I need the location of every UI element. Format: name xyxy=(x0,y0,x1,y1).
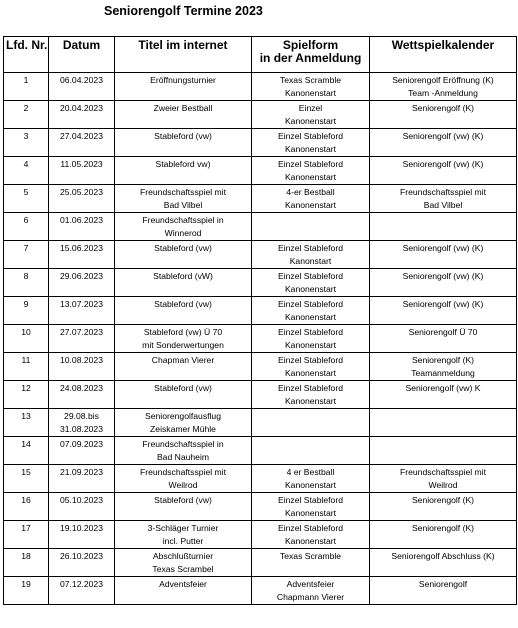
cell-wettspielkalender xyxy=(370,437,517,465)
cell-wettspielkalender xyxy=(370,549,517,577)
cell-titel xyxy=(115,521,252,549)
header-datum: Datum xyxy=(49,37,115,73)
cell-nr-line: 7 xyxy=(23,243,29,253)
cell-wettspielkalender xyxy=(370,129,517,157)
cell-titel-line: 3-Schläger Turnier xyxy=(147,523,219,533)
cell-nr xyxy=(4,465,49,493)
cell-titel-line: Eröffnungsturnier xyxy=(150,75,216,85)
cell-titel-line: Stableford (vw) xyxy=(154,495,212,505)
cell-datum-line: 15.06.2023 xyxy=(59,243,103,253)
cell-datum-line: 27.04.2023 xyxy=(59,131,103,141)
table-row xyxy=(4,241,517,269)
cell-nr-line: 2 xyxy=(23,103,29,113)
cell-titel-line: mit Sonderwertungen xyxy=(142,339,224,350)
cell-nr-line: 13 xyxy=(21,411,31,421)
cell-titel xyxy=(115,213,252,241)
cell-datum xyxy=(49,325,115,353)
cell-wettspielkalender xyxy=(370,213,517,241)
cell-datum-line: 07.09.2023 xyxy=(59,439,103,449)
cell-nr-line: 4 xyxy=(23,159,29,169)
cell-nr-line: 8 xyxy=(23,271,29,281)
table-row xyxy=(4,73,517,101)
cell-datum xyxy=(49,493,115,521)
cell-wettspielkalender xyxy=(370,577,517,605)
cell-nr-line: 17 xyxy=(21,523,31,533)
cell-nr xyxy=(4,157,49,185)
cell-titel-line: Bad Nauheim xyxy=(156,451,210,462)
cell-datum xyxy=(49,157,115,185)
cell-nr-line: 18 xyxy=(21,551,31,561)
cell-titel-line: Stableford (vw) Ü 70 xyxy=(143,327,223,337)
cell-titel xyxy=(115,73,252,101)
cell-titel-line: Seniorengolfausflug xyxy=(145,411,221,421)
cell-spielform-line: Kanonenstart xyxy=(284,199,337,210)
cell-titel xyxy=(115,297,252,325)
cell-spielform xyxy=(252,521,370,549)
cell-datum xyxy=(49,241,115,269)
cell-titel-line: Chapman Vierer xyxy=(151,355,215,365)
cell-wettspielkalender-line: Weilrod xyxy=(428,479,458,490)
cell-nr xyxy=(4,241,49,269)
cell-spielform-line: Einzel Stableford xyxy=(278,243,343,253)
cell-nr xyxy=(4,213,49,241)
cell-titel xyxy=(115,493,252,521)
cell-titel xyxy=(115,101,252,129)
cell-datum xyxy=(49,521,115,549)
cell-nr-line: 5 xyxy=(23,187,29,197)
table-row xyxy=(4,577,517,605)
cell-datum-line: 07.12.2023 xyxy=(59,579,103,589)
cell-spielform xyxy=(252,381,370,409)
cell-datum-line: 27.07.2023 xyxy=(59,327,103,337)
cell-wettspielkalender xyxy=(370,73,517,101)
cell-titel xyxy=(115,129,252,157)
cell-datum-line: 20.04.2023 xyxy=(59,103,103,113)
cell-nr xyxy=(4,129,49,157)
table-row xyxy=(4,493,517,521)
table-row xyxy=(4,213,517,241)
cell-nr xyxy=(4,325,49,353)
cell-nr xyxy=(4,381,49,409)
cell-spielform xyxy=(252,73,370,101)
cell-titel xyxy=(115,241,252,269)
cell-wettspielkalender xyxy=(370,353,517,381)
cell-spielform xyxy=(252,353,370,381)
cell-spielform-line: Kanonenstart xyxy=(284,87,337,98)
cell-wettspielkalender-line: Seniorengolf (vw) (K) xyxy=(402,131,484,141)
cell-datum-line: 24.08.2023 xyxy=(59,383,103,393)
cell-datum xyxy=(49,185,115,213)
cell-spielform-line: Kanonenstart xyxy=(284,143,337,154)
cell-datum-line: 21.09.2023 xyxy=(59,467,103,477)
cell-spielform-line: Kanonenstart xyxy=(284,171,337,182)
cell-spielform-line: Einzel Stableford xyxy=(278,131,343,141)
cell-titel-line: Winnerod xyxy=(164,227,202,238)
cell-titel xyxy=(115,325,252,353)
cell-wettspielkalender xyxy=(370,269,517,297)
table-row xyxy=(4,269,517,297)
cell-wettspielkalender-line: Freundschaftsspiel mit xyxy=(400,467,486,477)
table-row xyxy=(4,325,517,353)
cell-nr-line: 15 xyxy=(21,467,31,477)
cell-wettspielkalender xyxy=(370,157,517,185)
table-row xyxy=(4,437,517,465)
cell-titel-line: Stableford (vW) xyxy=(153,271,213,281)
cell-titel-line: Zeiskamer Mühle xyxy=(150,423,216,434)
cell-nr xyxy=(4,521,49,549)
cell-titel xyxy=(115,381,252,409)
cell-nr xyxy=(4,297,49,325)
cell-datum xyxy=(49,297,115,325)
cell-datum xyxy=(49,577,115,605)
cell-spielform xyxy=(252,269,370,297)
cell-spielform-line: Kanonenstart xyxy=(284,115,337,126)
cell-wettspielkalender-line: Teamanmeldung xyxy=(411,367,475,378)
schedule-table xyxy=(3,36,517,605)
cell-spielform-line: Einzel Stableford xyxy=(278,159,343,169)
cell-datum-line: 13.07.2023 xyxy=(59,299,103,309)
cell-titel xyxy=(115,353,252,381)
cell-nr-line: 10 xyxy=(21,327,31,337)
cell-nr xyxy=(4,409,49,437)
cell-wettspielkalender-line: Seniorengolf (K) xyxy=(411,355,475,365)
cell-wettspielkalender-line: Team -Anmeldung xyxy=(408,87,478,98)
cell-spielform-line: Kanonenstart xyxy=(284,535,337,546)
cell-titel xyxy=(115,269,252,297)
cell-wettspielkalender-line: Seniorengolf (K) xyxy=(411,523,475,533)
cell-nr xyxy=(4,549,49,577)
cell-wettspielkalender xyxy=(370,465,517,493)
cell-nr xyxy=(4,73,49,101)
cell-datum-line: 26.10.2023 xyxy=(59,551,103,561)
cell-nr-line: 6 xyxy=(23,215,29,225)
cell-spielform xyxy=(252,325,370,353)
table-row xyxy=(4,381,517,409)
cell-spielform-line: Kanonenstart xyxy=(284,339,337,350)
header-titel: Titel im internet xyxy=(115,37,252,73)
cell-wettspielkalender-line: Seniorengolf xyxy=(418,579,468,589)
cell-datum-line: 31.08.2023 xyxy=(59,423,103,434)
header-spielform: Spielform in der Anmeldung xyxy=(252,37,370,73)
table-row xyxy=(4,129,517,157)
cell-wettspielkalender xyxy=(370,185,517,213)
cell-wettspielkalender-line: Seniorengolf (vw) (K) xyxy=(402,299,484,309)
cell-spielform-line: Einzel Stableford xyxy=(278,271,343,281)
cell-titel xyxy=(115,577,252,605)
cell-spielform-line: Texas Scramble xyxy=(279,75,342,85)
cell-wettspielkalender-line: Seniorengolf (K) xyxy=(411,495,475,505)
header-nr: Lfd. Nr. xyxy=(4,37,49,73)
cell-nr-line: 9 xyxy=(23,299,29,309)
cell-wettspielkalender-line: Bad Vilbel xyxy=(423,199,463,210)
cell-spielform xyxy=(252,549,370,577)
cell-spielform-line: Kanonenstart xyxy=(284,507,337,518)
cell-nr xyxy=(4,577,49,605)
cell-datum-line: 10.08.2023 xyxy=(59,355,103,365)
cell-nr xyxy=(4,269,49,297)
cell-wettspielkalender xyxy=(370,101,517,129)
cell-spielform xyxy=(252,437,370,465)
cell-datum xyxy=(49,353,115,381)
cell-spielform xyxy=(252,577,370,605)
cell-datum xyxy=(49,549,115,577)
cell-wettspielkalender-line: Seniorengolf Abschluss (K) xyxy=(391,551,495,561)
cell-datum-line: 25.05.2023 xyxy=(59,187,103,197)
cell-spielform xyxy=(252,465,370,493)
cell-datum-line: 01.06.2023 xyxy=(59,215,103,225)
cell-spielform-line: Adventsfeier xyxy=(286,579,335,589)
cell-datum-line: 06.04.2023 xyxy=(59,75,103,85)
cell-spielform-line: Einzel Stableford xyxy=(278,383,343,393)
table-row xyxy=(4,353,517,381)
cell-titel-line: Weilrod xyxy=(168,479,198,490)
cell-datum-line: 29.08.bis xyxy=(64,411,99,421)
cell-titel-line: Zweier Bestball xyxy=(153,103,213,113)
cell-datum xyxy=(49,213,115,241)
cell-wettspielkalender xyxy=(370,493,517,521)
cell-wettspielkalender-line: Seniorengolf Eröffnung (K) xyxy=(392,75,494,85)
cell-titel xyxy=(115,437,252,465)
document-title: Seniorengolf Termine 2023 xyxy=(104,4,263,18)
cell-titel xyxy=(115,157,252,185)
cell-nr-line: 16 xyxy=(21,495,31,505)
cell-wettspielkalender xyxy=(370,409,517,437)
cell-titel-line: Stableford (vw) xyxy=(154,383,212,393)
cell-titel-line: Stableford (vw) xyxy=(154,243,212,253)
cell-spielform-line: Kanonstart xyxy=(289,255,332,266)
cell-spielform xyxy=(252,213,370,241)
cell-datum-line: 29.06.2023 xyxy=(59,271,103,281)
cell-titel-line: incl. Putter xyxy=(162,535,204,546)
table-row xyxy=(4,157,517,185)
cell-wettspielkalender-line: Freundschaftsspiel mit xyxy=(400,187,486,197)
cell-titel-line: Freundschaftsspiel mit xyxy=(140,187,226,197)
cell-nr-line: 14 xyxy=(21,439,31,449)
cell-spielform-line: 4 er Bestball xyxy=(286,467,335,477)
cell-nr-line: 11 xyxy=(21,355,31,365)
table-row xyxy=(4,521,517,549)
header-wettspielkalender: Wettspielkalender xyxy=(370,37,517,73)
cell-spielform-line: Kanonenstart xyxy=(284,395,337,406)
cell-titel-line: Stableford (vw) xyxy=(154,299,212,309)
cell-titel-line: Adventsfeier xyxy=(159,579,207,589)
cell-titel-line: Freundschaftsspiel in xyxy=(142,439,224,449)
cell-spielform-line: Einzel Stableford xyxy=(278,523,343,533)
cell-nr xyxy=(4,185,49,213)
cell-titel-line: Stableford (vw) xyxy=(154,131,212,141)
cell-nr-line: 3 xyxy=(23,131,29,141)
cell-wettspielkalender xyxy=(370,297,517,325)
cell-titel xyxy=(115,465,252,493)
cell-spielform-line: Einzel Stableford xyxy=(278,355,343,365)
cell-titel-line: Texas Scrambel xyxy=(152,563,214,574)
cell-wettspielkalender-line: Seniorengolf (K) xyxy=(411,103,475,113)
cell-datum-line: 05.10.2023 xyxy=(59,495,103,505)
cell-titel-line: Bad Vilbel xyxy=(163,199,203,210)
cell-titel-line: Abschlußturnier xyxy=(152,551,214,561)
cell-nr xyxy=(4,437,49,465)
cell-wettspielkalender-line: Seniorengolf (vw) (K) xyxy=(402,159,484,169)
cell-titel xyxy=(115,185,252,213)
cell-spielform-line: Kanonenstart xyxy=(284,479,337,490)
cell-spielform xyxy=(252,157,370,185)
cell-spielform xyxy=(252,297,370,325)
cell-datum xyxy=(49,465,115,493)
cell-wettspielkalender-line: Seniorengolf (vw) (K) xyxy=(402,271,484,281)
table-row xyxy=(4,101,517,129)
cell-spielform-line: Einzel Stableford xyxy=(278,495,343,505)
cell-titel xyxy=(115,409,252,437)
cell-wettspielkalender-line: Seniorengolf (vw) K xyxy=(405,383,481,393)
cell-spielform-line: Einzel Stableford xyxy=(278,299,343,309)
cell-spielform xyxy=(252,241,370,269)
cell-spielform-line: Chapmann Vierer xyxy=(276,591,345,602)
cell-nr-line: 12 xyxy=(21,383,31,393)
cell-datum xyxy=(49,73,115,101)
cell-datum-line: 19.10.2023 xyxy=(59,523,103,533)
cell-wettspielkalender-line: Seniorengolf Ü 70 xyxy=(408,327,478,337)
cell-spielform xyxy=(252,493,370,521)
schedule-body xyxy=(4,73,517,605)
cell-spielform-line: Einzel xyxy=(298,103,323,113)
table-row xyxy=(4,409,517,437)
cell-datum xyxy=(49,437,115,465)
cell-spielform-line: Kanonenstart xyxy=(284,367,337,378)
cell-datum-line: 11.05.2023 xyxy=(60,159,103,169)
cell-titel-line: Stableford vw) xyxy=(155,159,211,169)
cell-wettspielkalender xyxy=(370,521,517,549)
cell-nr-line: 1 xyxy=(23,75,29,85)
cell-datum xyxy=(49,129,115,157)
cell-spielform-line: 4-er Bestball xyxy=(286,187,335,197)
cell-nr xyxy=(4,493,49,521)
cell-datum xyxy=(49,101,115,129)
cell-spielform xyxy=(252,185,370,213)
cell-nr xyxy=(4,353,49,381)
cell-wettspielkalender xyxy=(370,325,517,353)
cell-datum xyxy=(49,381,115,409)
table-row xyxy=(4,185,517,213)
cell-spielform xyxy=(252,129,370,157)
cell-spielform xyxy=(252,101,370,129)
cell-wettspielkalender-line: Seniorengolf (vw) (K) xyxy=(402,243,484,253)
cell-spielform-line: Kanonenstart xyxy=(284,311,337,322)
cell-wettspielkalender xyxy=(370,241,517,269)
cell-titel xyxy=(115,549,252,577)
table-row xyxy=(4,297,517,325)
cell-titel-line: Freundschaftsspiel mit xyxy=(140,467,226,477)
cell-titel-line: Freundschaftsspiel in xyxy=(142,215,224,225)
cell-datum xyxy=(49,269,115,297)
cell-datum xyxy=(49,409,115,437)
cell-spielform-line: Texas Scramble xyxy=(279,551,342,561)
header-row xyxy=(4,37,517,73)
cell-wettspielkalender xyxy=(370,381,517,409)
cell-spielform xyxy=(252,409,370,437)
table-row xyxy=(4,465,517,493)
cell-nr-line: 19 xyxy=(21,579,31,589)
cell-spielform-line: Kanonenstart xyxy=(284,283,337,294)
cell-nr xyxy=(4,101,49,129)
table-row xyxy=(4,549,517,577)
cell-spielform-line: Einzel Stableford xyxy=(278,327,343,337)
